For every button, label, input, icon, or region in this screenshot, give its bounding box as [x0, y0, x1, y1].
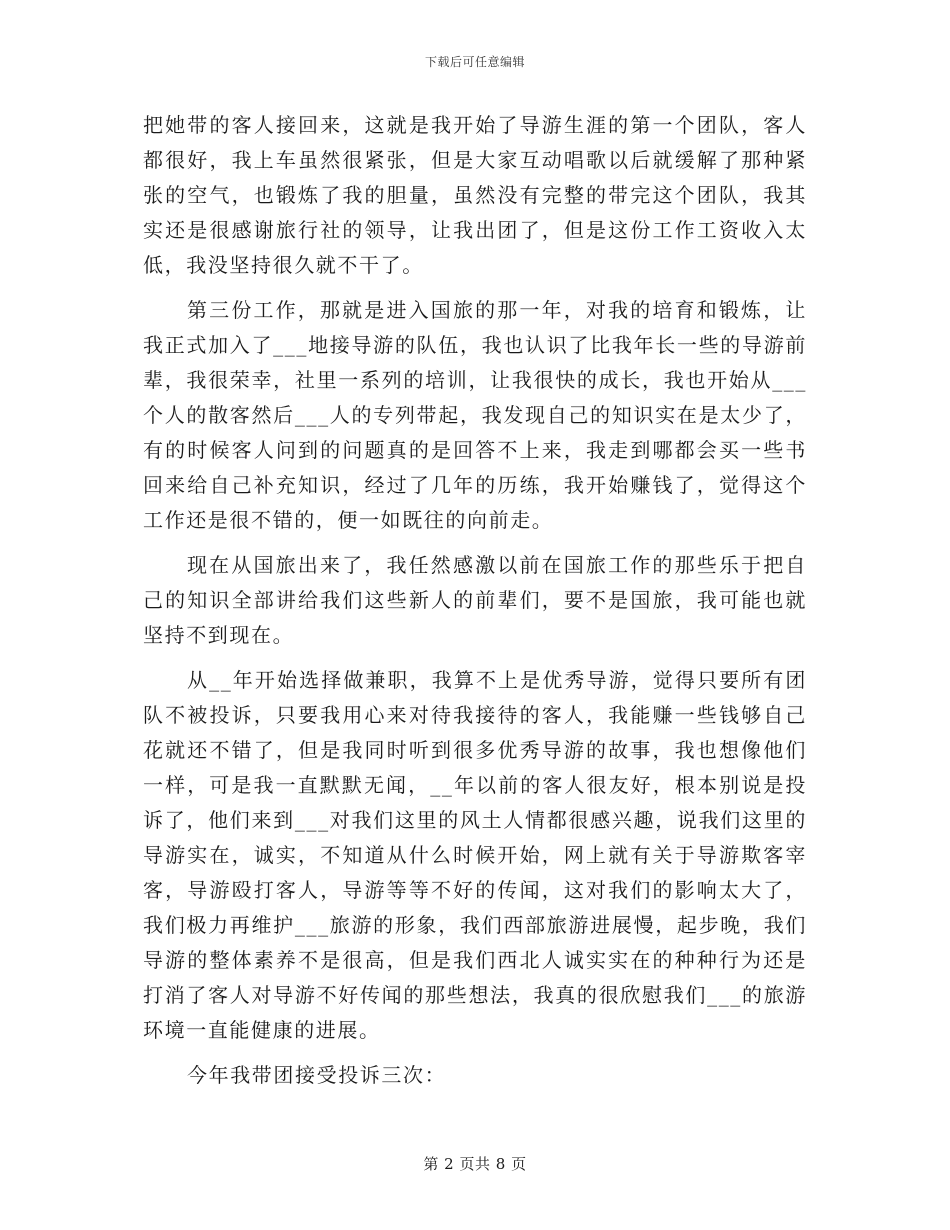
paragraph-4: 从__年开始选择做兼职，我算不上是优秀导游，觉得只要所有团队不被投诉，只要我用心来对待我接待的客人，我能赚一些钱够自己花就还不错了，但是我同时听到很多优秀导游的故事，我也想像他们一样，可是我一直默默无闻，__年以前的客人很友好，根本别说是投诉了，他们来到___对我们这里的风土人情都很感兴趣，说我们这里的导游实在，诚实，不知道从什么时候开始，网上就有关于导游欺客宰客，导游殴打客人，导游等等不好的传闻，这对我们的影响太大了，我们极力再维护___旅游的形象，我们西部旅游进展慢，起步晚，我们导游的整体素养不是很高，但是我们西北人诚实实在的种种行为还是打消了客人对导游不好传闻的那些想法，我真的很欣慰我们___的旅游环境一直能健康的进展。	[143, 668, 807, 1042]
paragraph-3: 现在从国旅出来了，我任然感激以前在国旅工作的那些乐于把自己的知识全部讲给我们这些新人的前辈们，要不是国旅，我可能也就坚持不到现在。	[143, 553, 807, 647]
page-footer: 第 2 页共 8 页	[423, 1155, 527, 1173]
page-header: 下载后可任意编辑	[424, 55, 525, 69]
paragraph-1: 把她带的客人接回来，这就是我开始了导游生涯的第一个团队，客人都很好，我上车虽然很紧张，但是大家互动唱歌以后就缓解了那种紧张的空气，也锻炼了我的胆量，虽然没有完整的带完这个团队，我其实还是很感谢旅行社的领导，让我出团了，但是这份工作工资收入太低，我没坚持很久就不干了。	[143, 113, 807, 277]
paragraph-5: 今年我带团接受投诉三次：	[187, 1063, 447, 1087]
paragraph-2: 第三份工作，那就是进入国旅的那一年，对我的培育和锻炼，让我正式加入了___地接导游的队伍，我也认识了比我年长一些的导游前辈，我很荣幸，社里一系列的培训，让我很快的成长，我也开始从___个人的散客然后___人的专列带起，我发现自己的知识实在是太少了，有的时候客人问到的问题真的是回答不上来，我走到哪都会买一些书回来给自己补充知识，经过了几年的历练，我开始赚钱了，觉得这个工作还是很不错的，便一如既往的向前走。	[143, 298, 807, 532]
document-body	[143, 108, 807, 1103]
